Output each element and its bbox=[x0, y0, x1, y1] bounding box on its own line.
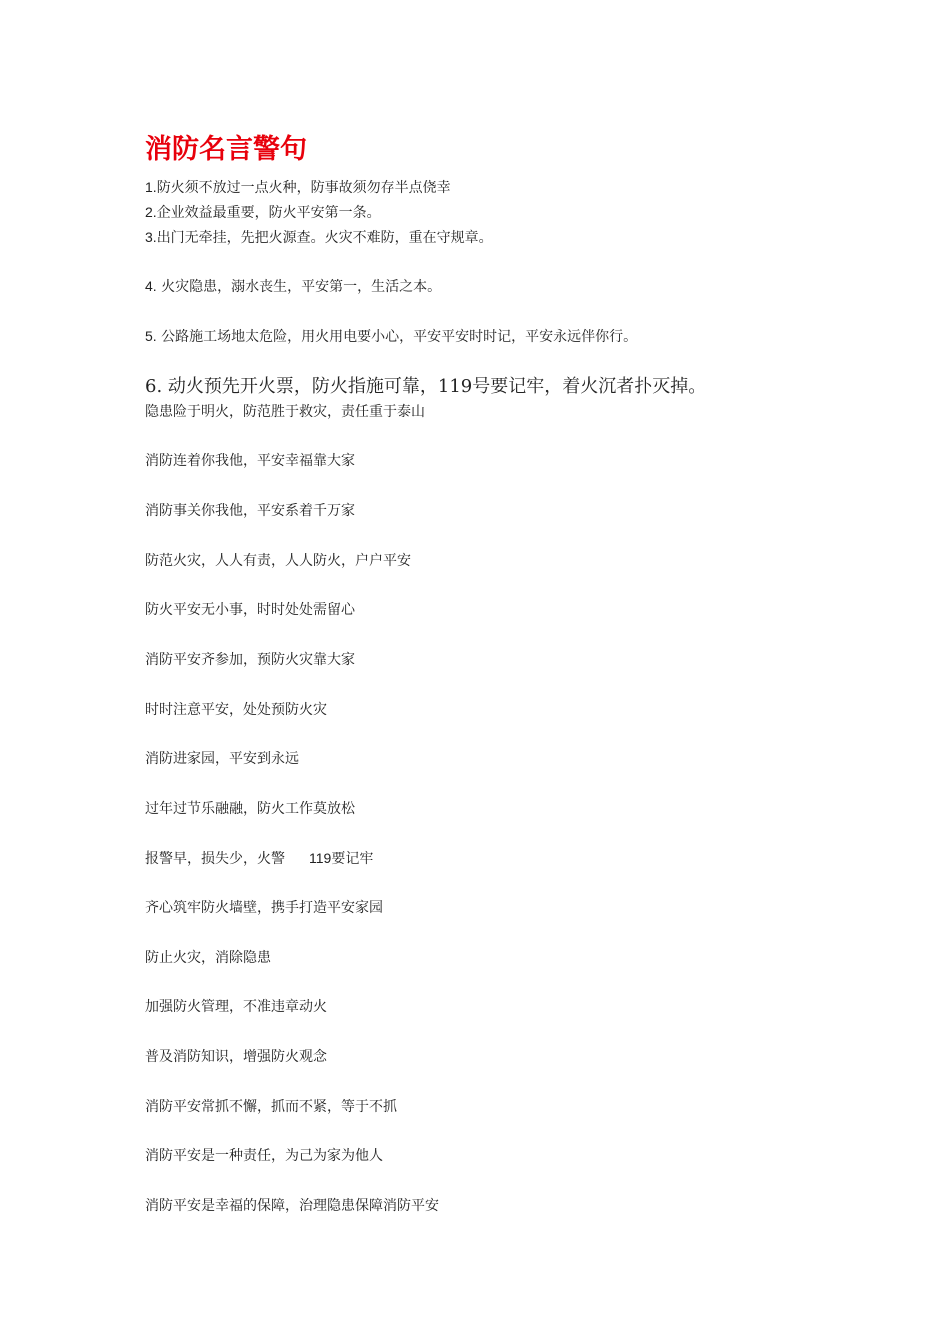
slogan-suffix: 要记牢 bbox=[331, 851, 374, 867]
fire-number: 119 bbox=[309, 850, 332, 866]
slogan-line: 防范火灾，人人有责，人人防火，户户平安 bbox=[145, 553, 411, 569]
numbered-line-5 bbox=[145, 326, 637, 347]
slogan-prefix: 报警早，损失少，火警 bbox=[145, 851, 285, 867]
slogan-line: 时时注意平安，处处预防火灾 bbox=[145, 702, 327, 718]
line-text: 防火须不放过一点火种，防事故须勿存半点侥幸 bbox=[156, 180, 451, 196]
document-title: 消防名言警句 bbox=[145, 134, 307, 165]
numbered-line-4 bbox=[145, 276, 441, 297]
slogan-line: 消防平安齐参加，预防火灾靠大家 bbox=[145, 652, 355, 668]
line-number: 6. bbox=[145, 376, 163, 397]
numbered-line-6 bbox=[145, 375, 706, 399]
slogan-line: 防火平安无小事，时时处处需留心 bbox=[145, 602, 355, 618]
line-number: 5. bbox=[145, 328, 157, 344]
slogan-line: 普及消防知识，增强防火观念 bbox=[145, 1049, 327, 1065]
line-number: 4. bbox=[145, 278, 157, 294]
numbered-line-3 bbox=[145, 227, 493, 248]
slogan-line: 齐心筑牢防火墙壁，携手打造平安家园 bbox=[145, 900, 383, 916]
numbered-line-2 bbox=[145, 202, 381, 223]
slogan-line: 消防平安常抓不懈，抓而不紧，等于不抓 bbox=[145, 1099, 397, 1115]
line-text: 动火预先开火票，防火指施可靠，119号要记牢，着火沉者扑灭掉。 bbox=[162, 376, 707, 397]
slogan-line: 消防进家园，平安到永远 bbox=[145, 751, 299, 767]
line-number: 1. bbox=[145, 179, 157, 195]
line-text: 企业效益最重要，防火平安第一条。 bbox=[156, 205, 381, 221]
slogan-line: 过年过节乐融融，防火工作莫放松 bbox=[145, 801, 355, 817]
slogan-line: 消防连着你我他，平安幸福靠大家 bbox=[145, 453, 355, 469]
line-text: 公路施工场地太危险，用火用电要小心，平安平安时时记，平安永远伴你行。 bbox=[156, 329, 638, 345]
line-text: 出门无牵挂，先把火源查。火灾不难防，重在守规章。 bbox=[156, 230, 493, 246]
slogan-line: 消防事关你我他，平安系着千万家 bbox=[145, 503, 355, 519]
slogan-line: 消防平安是一种责任，为己为家为他人 bbox=[145, 1148, 383, 1164]
line-number: 3. bbox=[145, 229, 157, 245]
slogan-line: 消防平安是幸福的保障，治理隐患保障消防平安 bbox=[145, 1198, 439, 1214]
slogan-line-119 bbox=[145, 848, 373, 869]
slogan-line: 加强防火管理，不准违章动火 bbox=[145, 999, 327, 1015]
slogan-line: 防止火灾，消除隐患 bbox=[145, 950, 271, 966]
numbered-line-1 bbox=[145, 177, 451, 198]
line-number: 2. bbox=[145, 204, 157, 220]
slogan-line: 隐患险于明火，防范胜于救灾，责任重于泰山 bbox=[145, 404, 425, 420]
line-text: 火灾隐患，溺水丧生，平安第一，生活之本。 bbox=[156, 279, 442, 295]
